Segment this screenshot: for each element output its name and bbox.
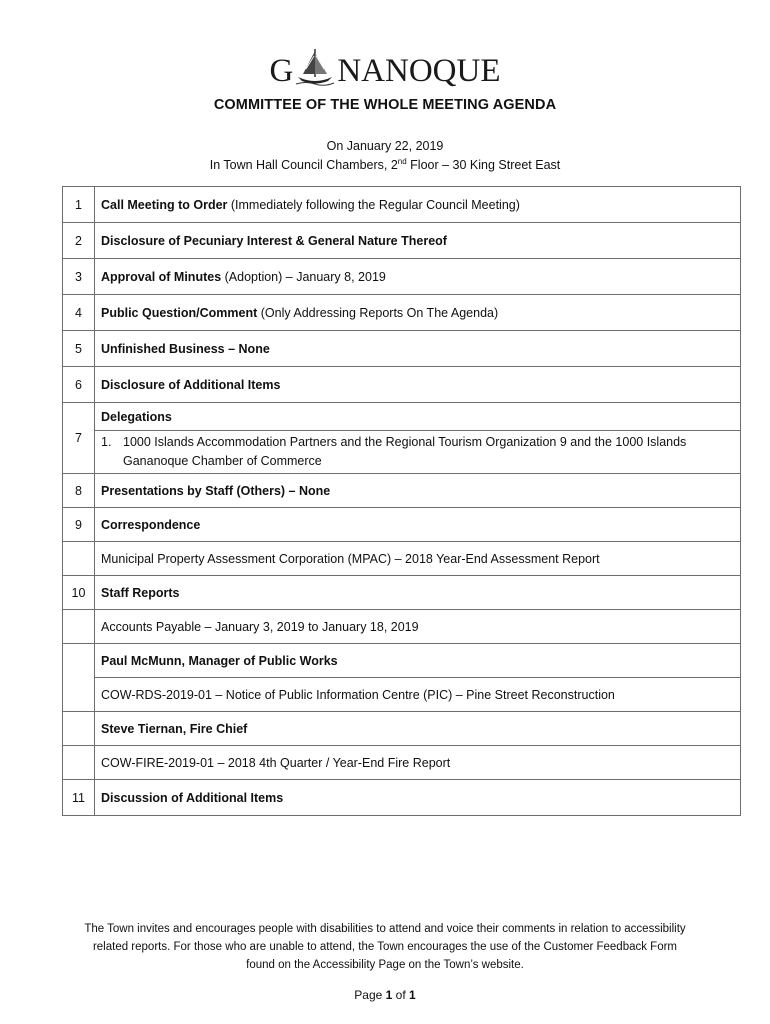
public-works-heading: Paul McMunn, Manager of Public Works	[95, 644, 741, 678]
item-text	[95, 508, 741, 542]
item-number: 4	[63, 295, 95, 331]
public-works-report: COW-RDS-2019-01 – Notice of Public Information Centre (PIC) – Pine Street Reconstruction	[95, 678, 741, 712]
item-number: 11	[63, 780, 95, 816]
item-text	[95, 403, 741, 431]
accessibility-note: The Town invites and encourages people with disabilities to attend and voice their comments in relation to accessibility related reports. For those who are unable to attend, the Town encourages the use of the Customer Feedback Form found on the Accessibility Page on the Town’s website.	[84, 923, 686, 971]
agenda-subrow	[63, 431, 741, 474]
agenda-subrow	[63, 712, 741, 746]
agenda-row	[63, 576, 741, 610]
item-title: Disclosure of Additional Items	[101, 377, 281, 392]
fire-chief-heading: Steve Tiernan, Fire Chief	[95, 712, 741, 746]
empty-number-cell	[63, 542, 95, 576]
item-text	[95, 331, 741, 367]
item-title: Disclosure of Pecuniary Interest & General Nature Thereof	[101, 233, 447, 248]
item-text	[95, 576, 741, 610]
logo-text-right: NANOQUE	[337, 53, 501, 90]
agenda-row	[63, 508, 741, 542]
agenda-subrow	[63, 644, 741, 678]
item-detail: (Immediately following the Regular Council Meeting)	[227, 197, 520, 212]
agenda-row	[63, 295, 741, 331]
logo-text-left: G	[269, 53, 294, 90]
agenda-row	[63, 223, 741, 259]
page-number	[0, 988, 770, 1002]
item-number: 3	[63, 259, 95, 295]
item-text	[95, 780, 741, 816]
agenda-row	[63, 780, 741, 816]
item-text	[95, 187, 741, 223]
agenda-row	[63, 259, 741, 295]
item-text	[95, 259, 741, 295]
item-number: 2	[63, 223, 95, 259]
item-title: Correspondence	[101, 517, 201, 532]
meeting-location	[0, 157, 770, 172]
agenda-subrow	[63, 746, 741, 780]
item-text	[95, 223, 741, 259]
agenda-subrow	[63, 610, 741, 644]
item-number: 10	[63, 576, 95, 610]
delegation-text: 1000 Islands Accommodation Partners and the Regional Tourism Organization 9 and the 1000 Islands Gananoque Chamber of Commerce	[123, 435, 687, 468]
item-text	[95, 295, 741, 331]
agenda-row	[63, 474, 741, 508]
meeting-date: On January 22, 2019	[326, 139, 444, 153]
location-suffix: Floor – 30 King Street East	[406, 158, 561, 173]
item-title: Unfinished Business – None	[101, 341, 270, 356]
item-title: Call Meeting to Order	[101, 197, 228, 212]
agenda-subrow	[63, 678, 741, 712]
agenda-row	[63, 331, 741, 367]
item-detail: (Adoption) – January 8, 2019	[221, 269, 386, 284]
page-title: COMMITTEE OF THE WHOLE MEETING AGENDA	[213, 97, 557, 113]
item-text	[95, 474, 741, 508]
page-mid: of	[392, 988, 410, 1002]
item-title: Approval of Minutes	[101, 269, 222, 284]
empty-number-cell	[63, 644, 95, 712]
item-number: 9	[63, 508, 95, 542]
location-superscript: nd	[397, 157, 407, 166]
page-total: 1	[409, 988, 416, 1002]
sailboat-icon	[294, 47, 336, 87]
item-number: 6	[63, 367, 95, 403]
agenda-row	[63, 187, 741, 223]
empty-number-cell	[63, 610, 95, 644]
empty-number-cell	[63, 712, 95, 746]
item-title: Staff Reports	[101, 585, 180, 600]
agenda-table	[62, 186, 741, 816]
item-number: 1	[63, 187, 95, 223]
location-prefix: In Town Hall Council Chambers, 2	[209, 158, 398, 173]
page-prefix: Page	[354, 988, 386, 1002]
item-number: 7	[63, 403, 95, 474]
page-current: 1	[385, 988, 393, 1002]
agenda-subrow	[63, 542, 741, 576]
delegation-entry	[95, 431, 741, 474]
agenda-row	[63, 403, 741, 431]
correspondence-item: Municipal Property Assessment Corporation (MPAC) – 2018 Year-End Assessment Report	[95, 542, 741, 576]
item-number: 5	[63, 331, 95, 367]
item-title: Public Question/Comment	[101, 305, 258, 320]
item-text	[95, 367, 741, 403]
delegation-list-item	[101, 431, 734, 473]
item-number: 8	[63, 474, 95, 508]
item-title: Discussion of Additional Items	[101, 790, 284, 805]
item-title: Delegations	[101, 409, 172, 424]
accounts-payable-item: Accounts Payable – January 3, 2019 to January 18, 2019	[95, 610, 741, 644]
empty-number-cell	[63, 746, 95, 780]
item-detail: (Only Addressing Reports On The Agenda)	[257, 305, 499, 320]
item-title: Presentations by Staff (Others) – None	[101, 483, 331, 498]
agenda-row	[63, 367, 741, 403]
town-logo	[0, 46, 770, 92]
delegation-number: 1.	[101, 435, 112, 449]
fire-report: COW-FIRE-2019-01 – 2018 4th Quarter / Year-End Fire Report	[95, 746, 741, 780]
